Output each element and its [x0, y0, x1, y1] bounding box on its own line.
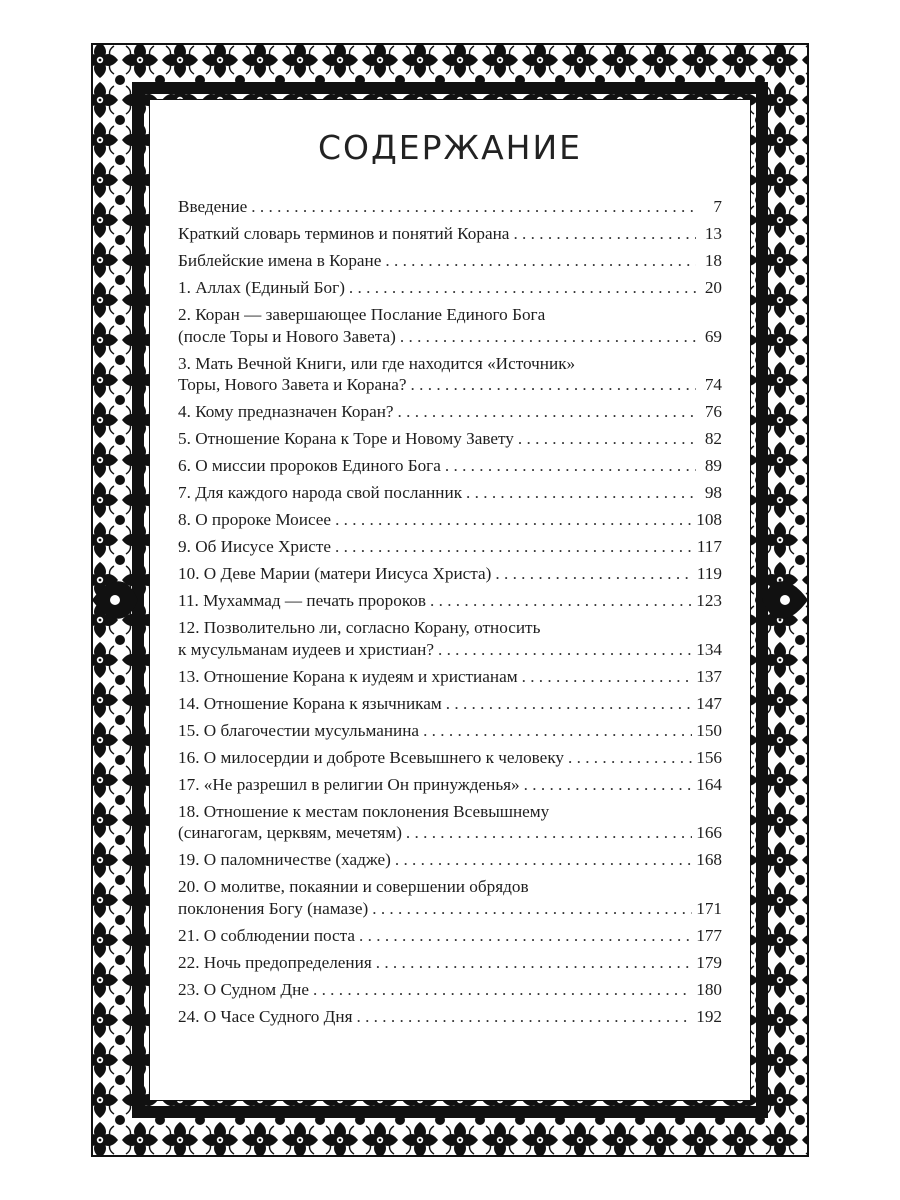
- dot-leader: [495, 563, 692, 585]
- toc-entry-line: [178, 925, 722, 947]
- toc-entry-line: [178, 747, 722, 769]
- toc-entry-text: 18. Отношение к местам поклонения Всевышнему: [178, 801, 550, 821]
- dot-leader: [335, 509, 692, 531]
- dot-leader: [385, 250, 696, 272]
- toc-entry-line: [178, 482, 722, 504]
- toc-entry-line: [178, 455, 722, 477]
- toc-entry: [178, 801, 722, 844]
- toc-page-number: 108: [696, 510, 722, 529]
- dot-leader: [406, 822, 692, 844]
- toc-entry-line: [178, 666, 722, 688]
- dot-leader: [359, 925, 692, 947]
- dot-leader: [251, 196, 696, 218]
- toc-page-number: 13: [704, 224, 722, 243]
- toc-page-number: 134: [696, 639, 722, 659]
- toc-entry-text: 6. О миссии пророков Единого Бога: [178, 456, 441, 475]
- toc-entry: [178, 401, 722, 423]
- toc-entry: [178, 693, 722, 715]
- dot-leader: [513, 223, 696, 245]
- dot-leader: [335, 536, 693, 558]
- dot-leader: [376, 952, 692, 974]
- toc-page-number: 123: [696, 591, 722, 610]
- toc-entry-line: [178, 196, 722, 218]
- toc-entry: [178, 304, 722, 347]
- toc-entry-text: 23. О Судном Дне: [178, 979, 309, 999]
- dot-leader: [446, 693, 692, 715]
- toc-entry: [178, 979, 722, 1001]
- toc-entry: [178, 277, 722, 299]
- toc-page-number: 117: [696, 537, 722, 556]
- toc-entry-text: 16. О милосердии и доброте Всевышнего к человеку: [178, 747, 565, 767]
- toc-entry-text: 5. Отношение Корана к Торе и Новому Завету: [178, 429, 514, 448]
- toc-page-number: 7: [713, 197, 722, 216]
- toc-page-number: 137: [696, 666, 722, 686]
- toc-page-number: 74: [704, 375, 722, 394]
- toc-entry-text: 3. Мать Вечной Книги, или где находится «Источник»: [178, 353, 576, 373]
- toc-entry: [178, 774, 722, 796]
- toc-entry: [178, 536, 722, 558]
- toc-entry: [178, 952, 722, 974]
- toc-entry-line: [178, 876, 722, 898]
- toc-entry: [178, 482, 722, 504]
- toc-entry: [178, 455, 722, 477]
- toc-page-number: 168: [696, 850, 722, 869]
- dot-leader: [445, 455, 696, 477]
- toc-page-number: 192: [696, 1006, 722, 1026]
- toc-entry-text: поклонения Богу (намазе): [178, 898, 369, 918]
- toc-entry: [178, 250, 722, 272]
- dot-leader: [423, 720, 692, 742]
- toc-entry-line: [178, 277, 722, 299]
- toc-entry-line: [178, 326, 722, 348]
- toc-entry-line: [178, 822, 722, 844]
- toc-entry-line: [178, 979, 722, 1001]
- toc-entry-line: [178, 374, 722, 396]
- toc-entry-line: [178, 952, 722, 974]
- toc-page-number: 69: [704, 326, 722, 346]
- toc-entry: [178, 223, 722, 245]
- toc-entry-line: [178, 617, 722, 639]
- toc-entry-line: [178, 353, 722, 375]
- toc-entry: [178, 353, 722, 396]
- toc-entry-text: Краткий словарь терминов и понятий Корана: [178, 224, 510, 243]
- toc-entry: [178, 666, 722, 688]
- toc-entry-line: [178, 849, 722, 871]
- toc-page-number: 180: [696, 979, 722, 999]
- dot-leader: [349, 277, 696, 299]
- toc-page-number: 164: [696, 774, 722, 794]
- toc-entry: [178, 509, 722, 531]
- toc-entry: [178, 849, 722, 871]
- toc-entry-line: [178, 401, 722, 423]
- dot-leader: [524, 774, 693, 796]
- toc-entry-line: [178, 774, 722, 796]
- toc-entry: [178, 563, 722, 585]
- toc-page-number: 119: [696, 564, 722, 583]
- toc-entry-line: [178, 223, 722, 245]
- toc-entry-text: 10. О Деве Марии (матери Иисуса Христа): [178, 564, 492, 583]
- dot-leader: [411, 374, 696, 396]
- dot-leader: [395, 849, 692, 871]
- toc-entry-text: 14. Отношение Корана к язычникам: [178, 693, 442, 713]
- table-of-contents: [178, 196, 722, 1033]
- toc-entry-line: [178, 590, 722, 612]
- dot-leader: [568, 747, 692, 769]
- toc-entry-text: к мусульманам иудеев и христиан?: [178, 639, 434, 659]
- dot-leader: [400, 326, 696, 348]
- toc-page-number: 150: [696, 720, 722, 740]
- toc-entry-text: 7. Для каждого народа свой посланник: [178, 483, 463, 502]
- dot-leader: [522, 666, 693, 688]
- toc-page-number: 76: [704, 402, 722, 421]
- toc-entry-text: Торы, Нового Завета и Корана?: [178, 375, 407, 394]
- toc-entry-text: 11. Мухаммад — печать пророков: [178, 591, 427, 610]
- toc-entry: [178, 747, 722, 769]
- toc-page-number: 147: [696, 693, 722, 713]
- dot-leader: [372, 898, 692, 920]
- toc-entry-text: Введение: [178, 197, 248, 216]
- toc-entry: [178, 1006, 722, 1028]
- toc-entry-line: [178, 898, 722, 920]
- toc-entry-line: [178, 720, 722, 742]
- toc-entry: [178, 876, 722, 919]
- toc-entry: [178, 720, 722, 742]
- toc-entry-line: [178, 639, 722, 661]
- toc-entry-text: 12. Позволительно ли, согласно Корану, относить: [178, 618, 541, 637]
- dot-leader: [466, 482, 696, 504]
- toc-entry-text: (после Торы и Нового Завета): [178, 326, 396, 346]
- toc-entry: [178, 925, 722, 947]
- dot-leader: [398, 401, 696, 423]
- toc-entry-line: [178, 693, 722, 715]
- toc-entry-text: 20. О молитве, покаянии и совершении обрядов: [178, 877, 529, 896]
- dot-leader: [430, 590, 692, 612]
- toc-entry: [178, 428, 722, 450]
- toc-page-number: 89: [704, 456, 722, 475]
- toc-entry-text: 4. Кому предназначен Коран?: [178, 402, 394, 421]
- toc-entry-line: [178, 563, 722, 585]
- dot-leader: [356, 1006, 692, 1028]
- dot-leader: [518, 428, 696, 450]
- toc-page-number: 18: [704, 251, 722, 270]
- toc-page-number: 166: [696, 823, 722, 842]
- toc-page-number: 177: [696, 925, 722, 945]
- dot-leader: [438, 639, 692, 661]
- toc-entry-line: [178, 304, 722, 326]
- toc-entry-text: 21. О соблюдении поста: [178, 925, 356, 945]
- toc-entry-text: 19. О паломничестве (хадже): [178, 850, 391, 869]
- toc-page-number: 98: [704, 483, 722, 502]
- toc-entry-text: 2. Коран — завершающее Послание Единого Бога: [178, 305, 546, 324]
- toc-entry-line: [178, 801, 722, 823]
- toc-entry-line: [178, 250, 722, 272]
- toc-entry-line: [178, 1006, 722, 1028]
- toc-entry-text: 13. Отношение Корана к иудеям и христианам: [178, 666, 518, 686]
- toc-entry-text: 17. «Не разрешил в религии Он принужденья»: [178, 774, 520, 794]
- toc-page-number: 171: [696, 898, 722, 918]
- toc-page-number: 20: [704, 278, 722, 297]
- toc-entry-line: [178, 428, 722, 450]
- toc-entry: [178, 617, 722, 660]
- toc-entry-text: 8. О пророке Моисее: [178, 510, 332, 529]
- toc-entry-text: 15. О благочестии мусульманина: [178, 720, 420, 740]
- toc-entry: [178, 590, 722, 612]
- page-title: СОДЕРЖАНИЕ: [317, 128, 583, 167]
- toc-entry-line: [178, 536, 722, 558]
- toc-entry-text: 1. Аллах (Единый Бог): [178, 278, 345, 297]
- dot-leader: [313, 979, 692, 1001]
- toc-page-number: 156: [696, 747, 722, 767]
- toc-entry-text: (синагогам, церквям, мечетям): [178, 823, 402, 842]
- toc-entry-text: Библейские имена в Коране: [178, 251, 382, 270]
- toc-entry-text: 9. Об Иисусе Христе: [178, 537, 331, 556]
- toc-entry-line: [178, 509, 722, 531]
- toc-entry: [178, 196, 722, 218]
- toc-page-number: 179: [696, 952, 722, 972]
- toc-entry-text: 24. О Часе Судного Дня: [178, 1006, 353, 1026]
- toc-entry-text: 22. Ночь предопределения: [178, 952, 372, 972]
- toc-page-number: 82: [704, 429, 722, 448]
